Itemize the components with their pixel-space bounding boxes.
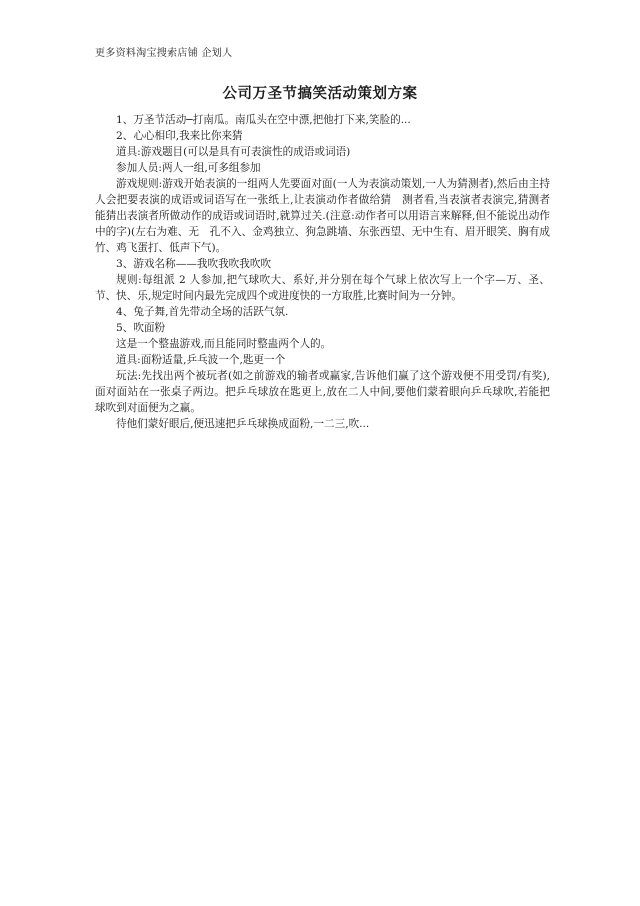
paragraph-6: 3、游戏名称——我吹我吹我吹吹 <box>116 258 272 270</box>
header-note: 更多资料淘宝搜索店铺 企划人 <box>95 48 233 59</box>
paragraph-9: 5、吹面粉 <box>116 322 166 334</box>
paragraph-1: 1、万圣节活动─打南瓜。南瓜头在空中漂,把他打下来,笑脸的... <box>116 114 411 126</box>
paragraph-11: 道具:面粉适量,乒乓波一个,匙更一个 <box>116 354 286 366</box>
paragraph-7: 规则:每组派 2 人参加,把气球吹大、系好,并分别在每个气球上依次写上一个字—万、圣、节、快、乐,规定时间内最先完成四个或进度快的一方取胜,比赛时间为一分钟。 <box>95 274 550 302</box>
paragraph-8: 4、兔子舞,首先带动全场的活跃气氛. <box>116 306 289 318</box>
document-body <box>95 112 550 432</box>
paragraph-3: 道具:游戏题目(可以是具有可表演性的成语或词语) <box>116 146 351 158</box>
paragraph-5: 游戏规则:游戏开始表演的一组两人先要面对面(一人为表演动策划,一人为猜测者),然后由主持人会把要表演的成语或词语写在一张纸上,让表演动作者做给猜 测者看,当表演者表演完,猜测者能猜出表演者所做动作的成语或词语时,就算过关.(注意:动作者可以用语言来解释,但不能说出动作中的字)(左右为难、无 孔不入、金鸡独立、狗急跳墙、东张西望、无中生有、眉开眼笑、胸有成竹、鸡飞蛋打、低声下气)。 <box>95 178 550 254</box>
paragraph-13: 待他们蒙好眼后,便迅速把乒乓球换成面粉,一二三,吹... <box>116 418 370 430</box>
document-title: 公司万圣节搞笑活动策划方案 <box>222 85 418 102</box>
paragraph-4: 参加人员:两人一组,可多组参加 <box>116 162 261 174</box>
paragraph-2: 2、心心相印,我来比你来猜 <box>116 130 243 142</box>
paragraph-12: 玩法:先找出两个被玩者(如之前游戏的输者或赢家,告诉他们赢了这个游戏便不用受罚/有奖),面对面站在一张桌子两边。把乒乓球放在匙更上,放在二人中间,要他们蒙着眼向乒乓球吹,若能把球吹到对面便为之赢。 <box>95 370 550 414</box>
paragraph-10: 这是一个整蛊游戏,而且能同时整蛊两个人的。 <box>116 338 332 350</box>
